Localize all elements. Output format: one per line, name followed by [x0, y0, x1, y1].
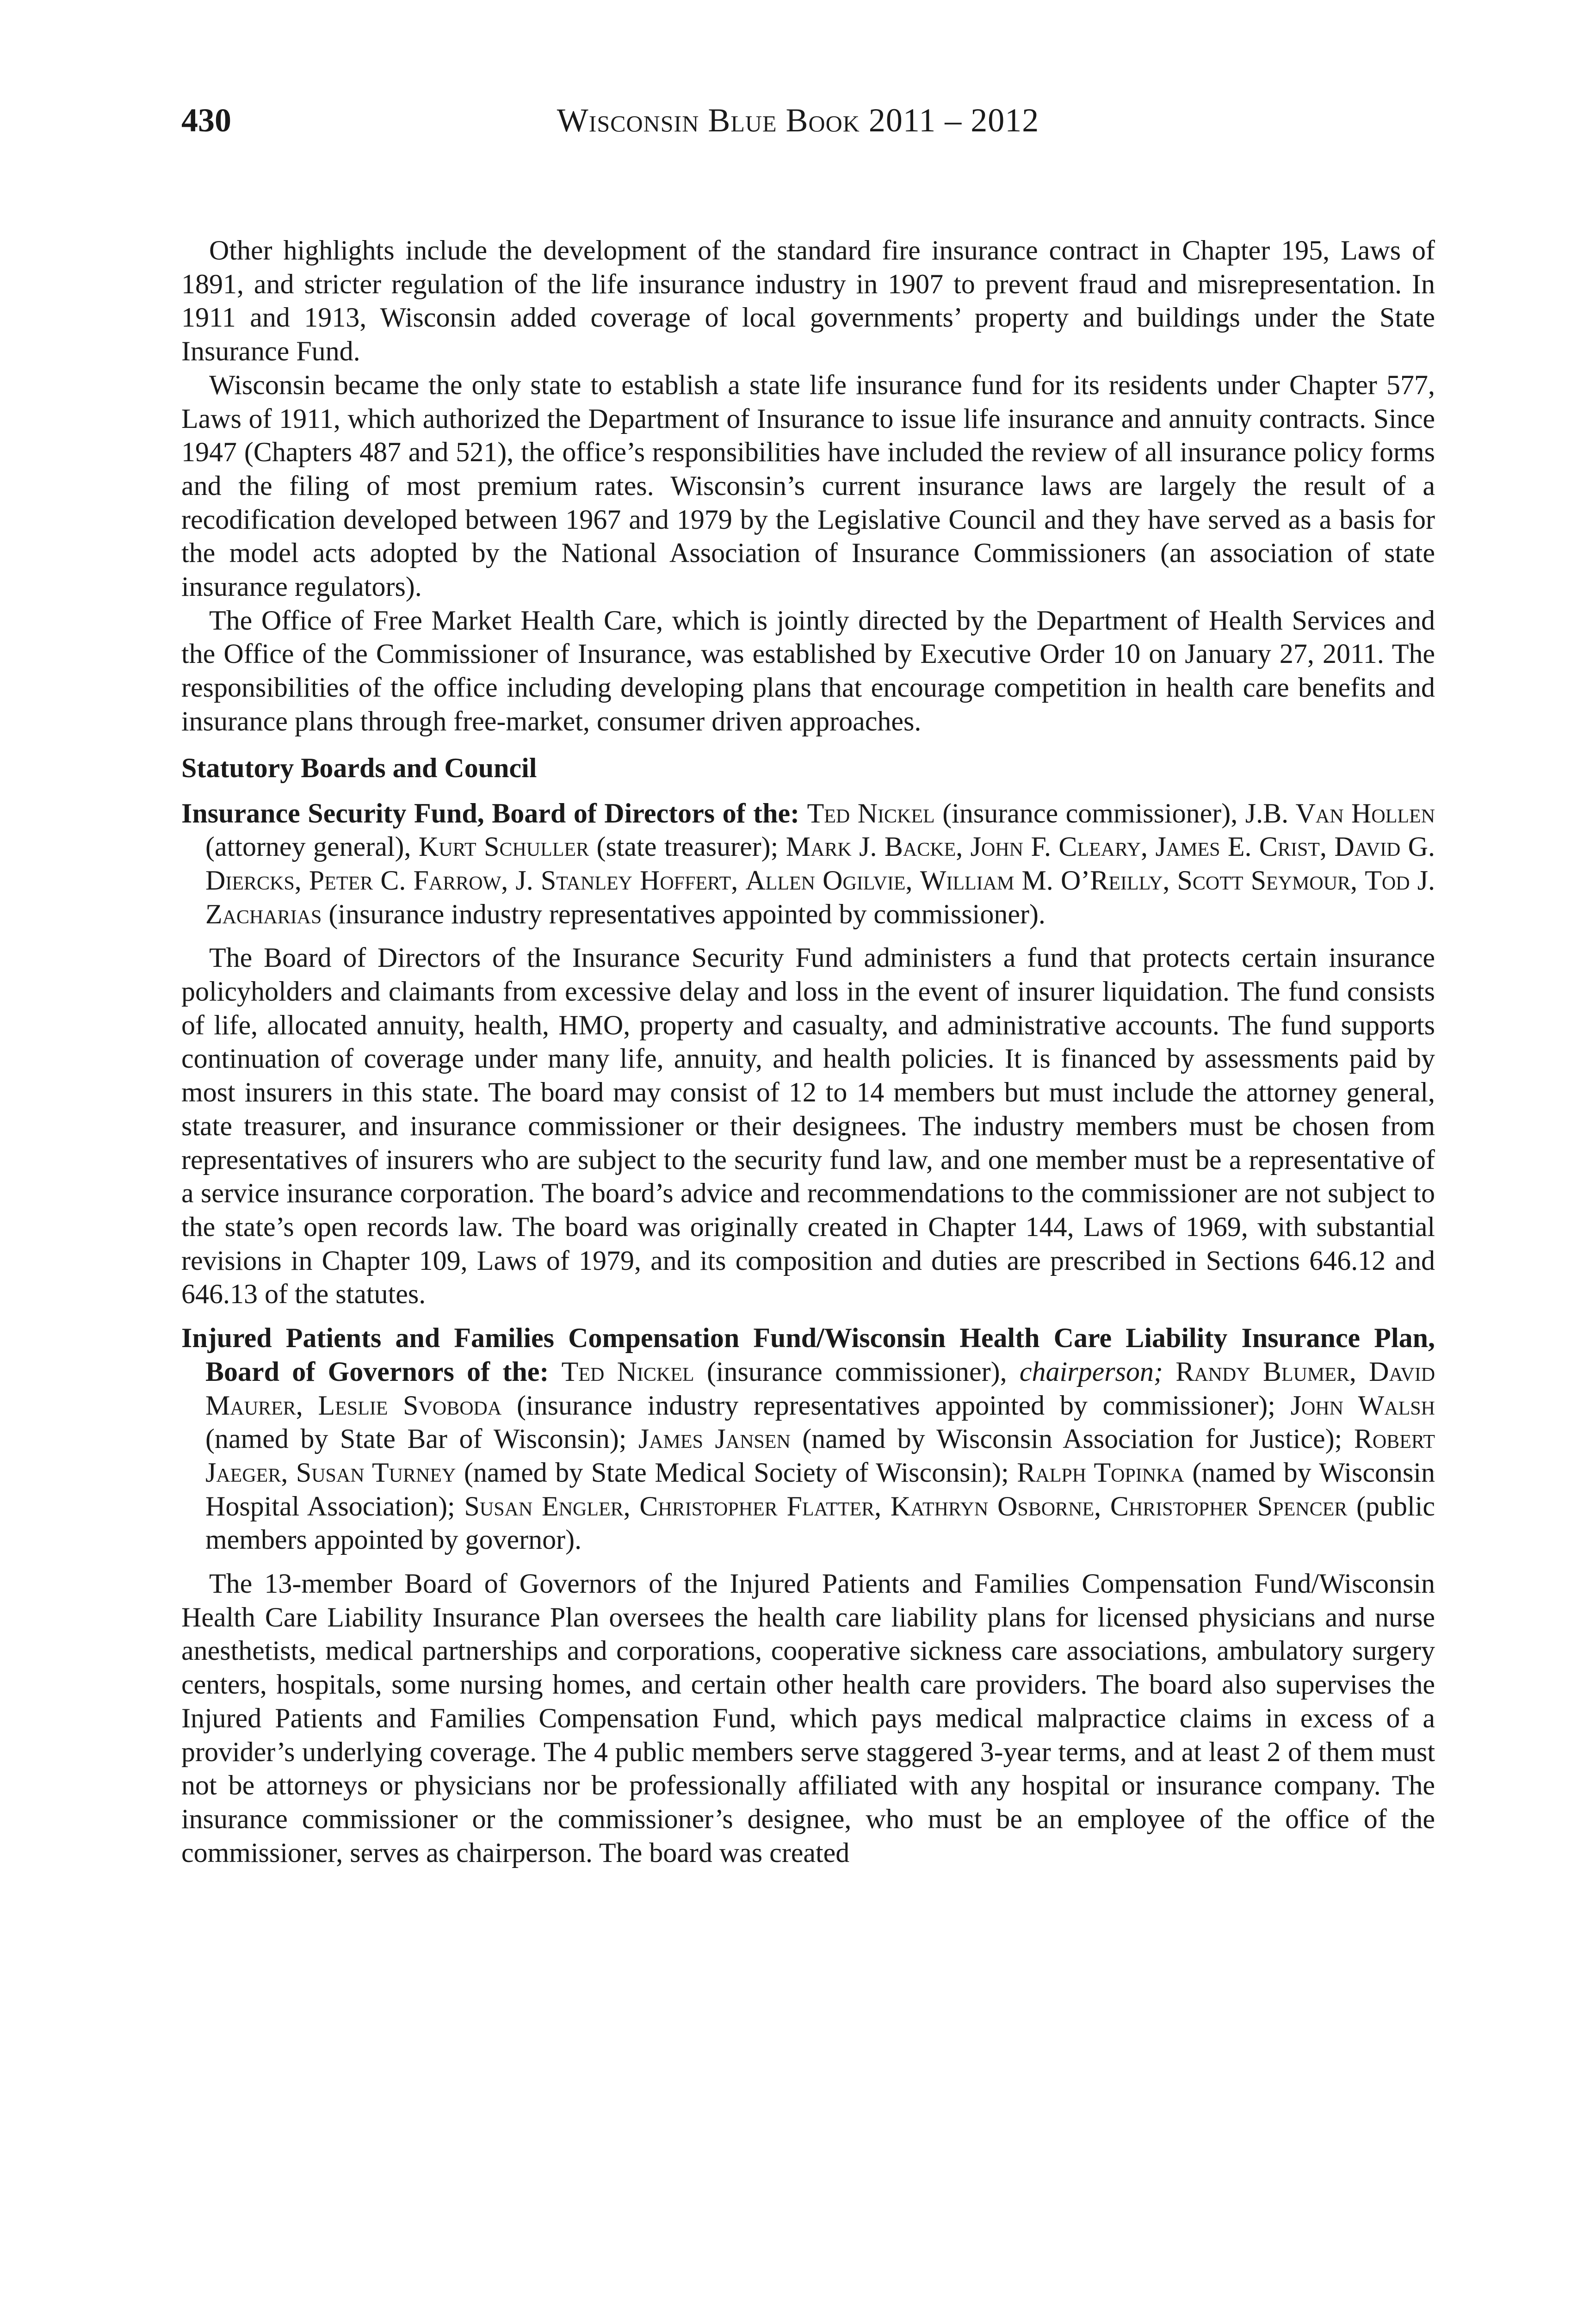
paragraph-board-of-governors-description: The 13-member Board of Governors of the Injured Patients and Families Compensation Fund/Wisconsin Health Care Liability Insurance Plan oversees the health care liability plans for licensed physicians and nurse anesthetists, medical partnerships and corporations, cooperative sickness care associations, ambulatory surgery centers, hospitals, some nursing homes, and certain other health care providers. The board also supervises the Injured Patients and Families Compensation Fund, which pays medical malpractice claims in excess of a provider’s underlying coverage. The 4 public members serve staggered 3-year terms, and at least 2 of them must not be attorneys or physicians nor be professionally affiliated with any hospital or insurance company. The insurance commissioner or the commissioner’s designee, who must be an employee of the office of the commissioner, serves as chairperson. The board was created [181, 1568, 1435, 1868]
member-name: Susan Engler [464, 1490, 624, 1521]
member-name: Scott Seymour [1177, 865, 1351, 896]
page-header [0, 99, 1596, 150]
member-name: James E. Crist [1155, 831, 1320, 862]
section-heading: Statutory Boards and Council [181, 752, 537, 783]
entry-title: Injured Patients and Families Compensation Fund/Wisconsin Health Care Liability Insurance Plan, Board of Governors of the: [181, 1323, 1435, 1387]
paragraph-insurance-history: Other highlights include the development of the standard fire insurance contract in Chapter 195, Laws of 1891, and stricter regulation of the life insurance industry in 1907 to prevent fraud and misrepresentation. In 1911 and 1913, Wisconsin added coverage of local governments’ property and buildings under the State Insurance Fund. [181, 235, 1435, 367]
member-name: Kathryn Osborne [890, 1490, 1095, 1521]
member-name: Christopher Flatter [639, 1490, 875, 1521]
member-name: Randy Blumer [1175, 1356, 1349, 1387]
page-number: 430 [181, 102, 231, 139]
member-name: David G. Diercks [205, 831, 1435, 896]
page-body [181, 234, 1435, 1869]
member-name: Robert Jaeger [205, 1423, 1435, 1488]
member-name: John F. Cleary [970, 831, 1141, 862]
paragraph-state-life-fund: Wisconsin became the only state to establish a state life insurance fund for its residents under Chapter 577, Laws of 1911, which authorized the Department of Insurance to issue life insurance and annuity contracts. Since 1947 (Chapters 487 and 521), the office’s responsibilities have included the review of all insurance policy forms and the filing of most premium rates. Wisconsin’s current insurance laws are largely the result of a recodification developed between 1967 and 1979 by the Legislative Council and they have served as a basis for the model acts adopted by the National Association of Insurance Commissioners (an association of state insurance regulators). [181, 369, 1435, 602]
member-role: chairperson; [1019, 1356, 1163, 1387]
entry-injured-patients-fund: Injured Patients and Families Compensation Fund/Wisconsin Health Care Liability Insurance Plan, Board of Governors of the: Ted Nickel (insurance commissioner), chairperson; Randy Blumer, David Maurer, Leslie Svoboda (insurance industry representatives appointed by commissioner); John Walsh (named by State Bar of Wisconsin); James Jansen (named by Wisconsin Association for Justice); Robert Jaeger, Susan Turney (named by State Medical Society of Wisconsin); Ralph Topinka (named by Wisconsin Hospital Association); Susan Engler, Christopher Flatter, Kathryn Osborne, Christopher Spencer (public members appointed by governor). [181, 1323, 1435, 1555]
paragraph-free-market-health-care: The Office of Free Market Health Care, which is jointly directed by the Department of Health Services and the Office of the Commissioner of Insurance, was established by Executive Order 10 on January 27, 2011. The responsibilities of the office including developing plans that encourage competition in health care benefits and insurance plans through free-market, consumer driven approaches. [181, 605, 1435, 736]
member-name: Tod J. Zacharias [205, 865, 1435, 929]
member-name: Kurt Schuller [418, 831, 589, 862]
member-name: J.B. Van Hollen [1245, 798, 1435, 829]
member-name: Ralph Topinka [1017, 1457, 1184, 1488]
member-name: Leslie Svoboda [318, 1390, 502, 1421]
member-name: James Jansen [638, 1423, 791, 1454]
member-name: David Maurer [205, 1356, 1435, 1421]
member-name: William M. O’Reilly [920, 865, 1163, 896]
member-name: Peter C. Farrow [309, 865, 501, 896]
entry-title: Insurance Security Fund, Board of Directors of the: [181, 798, 800, 829]
running-title: Wisconsin Blue Book 2011 – 2012 [557, 102, 1039, 139]
member-name: Allen Ogilvie [745, 865, 906, 896]
member-name: Ted Nickel [807, 798, 935, 829]
paragraph-security-fund-description: The Board of Directors of the Insurance Security Fund administers a fund that protects certain insurance policyholders and claimants from excessive delay and loss in the event of insurer liquidation. The fund consists of life, allocated annuity, health, HMO, property and casualty, and administrative accounts. The fund supports continuation of coverage under many life, annuity, and health policies. It is financed by assessments paid by most insurers in this state. The board may consist of 12 to 14 members but must include the attorney general, state treasurer, and insurance commissioner or their designees. The industry members must be chosen from representatives of insurers who are subject to the security fund law, and one member must be a representative of a service insurance corporation. The board’s advice and recommendations to the commissioner are not subject to the state’s open records law. The board was originally created in Chapter 144, Laws of 1969, with substantial revisions in Chapter 109, Laws of 1979, and its composition and duties are prescribed in Sections 646.12 and 646.13 of the statutes. [181, 942, 1435, 1310]
member-name: Christopher Spencer [1110, 1490, 1348, 1521]
member-name: Mark J. Backe [786, 831, 956, 862]
entry-insurance-security-fund: Insurance Security Fund, Board of Directors of the: Ted Nickel (insurance commissioner), J.B. Van Hollen (attorney general), Kurt Schuller (state treasurer); Mark J. Backe, John F. Cleary, James E. Crist, David G. Diercks, Peter C. Farrow, J. Stanley Hoffert, Allen Ogilvie, William M. O’Reilly, Scott Seymour, Tod J. Zacharias (insurance industry representatives appointed by commissioner). [181, 798, 1435, 929]
member-name: Ted Nickel [561, 1356, 694, 1387]
member-name: J. Stanley Hoffert [515, 865, 731, 896]
member-name: John Walsh [1290, 1390, 1435, 1421]
member-name: Susan Turney [296, 1457, 456, 1488]
